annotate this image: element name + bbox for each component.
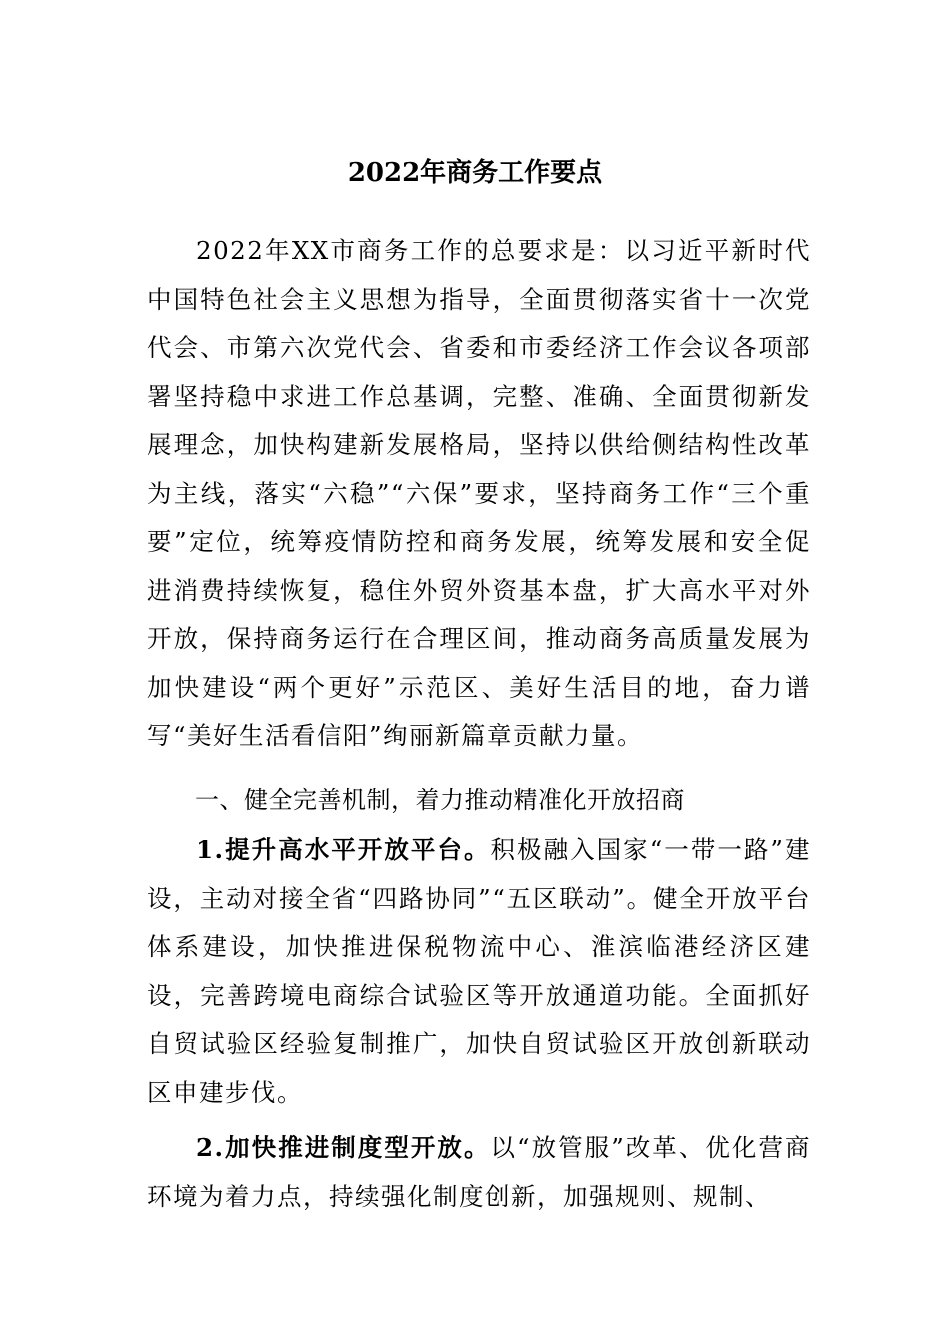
- item-1-paragraph: [147, 826, 811, 1117]
- intro-paragraph: 2022年XX市商务工作的总要求是：以习近平新时代中国特色社会主义思想为指导，全面贯彻落实省十一次党代会、市第六次党代会、省委和市委经济工作会议各项部署坚持稳中求进工作总基调，完整、准确、全面贯彻新发展理念，加快构建新发展格局，坚持以供给侧结构性改革为主线，落实“六稳”“六保”要求，坚持商务工作“三个重要”定位，统筹疫情防控和商务发展，统筹发展和安全促进消费持续恢复，稳住外贸外资基本盘，扩大高水平对外开放，保持商务运行在合理区间，推动商务高质量发展为加快建设“两个更好”示范区、美好生活目的地，奋力谱写“美好生活看信阳”绚丽新篇章贡献力量。: [147, 236, 811, 750]
- item-2-text: 以“放管服”改革、优化营商环境为着力点，持续强化制度创新，加强规则、规制、: [147, 1133, 811, 1211]
- document-title: 2022年商务工作要点: [347, 158, 603, 188]
- section-heading-1: 一、健全完善机制，着力推动精准化开放招商: [195, 786, 685, 814]
- item-1-text: 积极融入国家“一带一路”建设，主动对接全省“四路协同”“五区联动”。健全开放平台体系建设，加快推进保税物流中心、淮滨临港经济区建设，完善跨境电商综合试验区等开放通道功能。全面抓好自贸试验区经验复制推广，加快自贸试验区开放创新联动区申建步伐。: [147, 835, 811, 1107]
- item-2-lead: 2.加快推进制度型开放。: [196, 1133, 491, 1162]
- item-1-lead: 1.提升高水平开放平台。: [196, 835, 491, 864]
- item-2-paragraph: [147, 1124, 811, 1221]
